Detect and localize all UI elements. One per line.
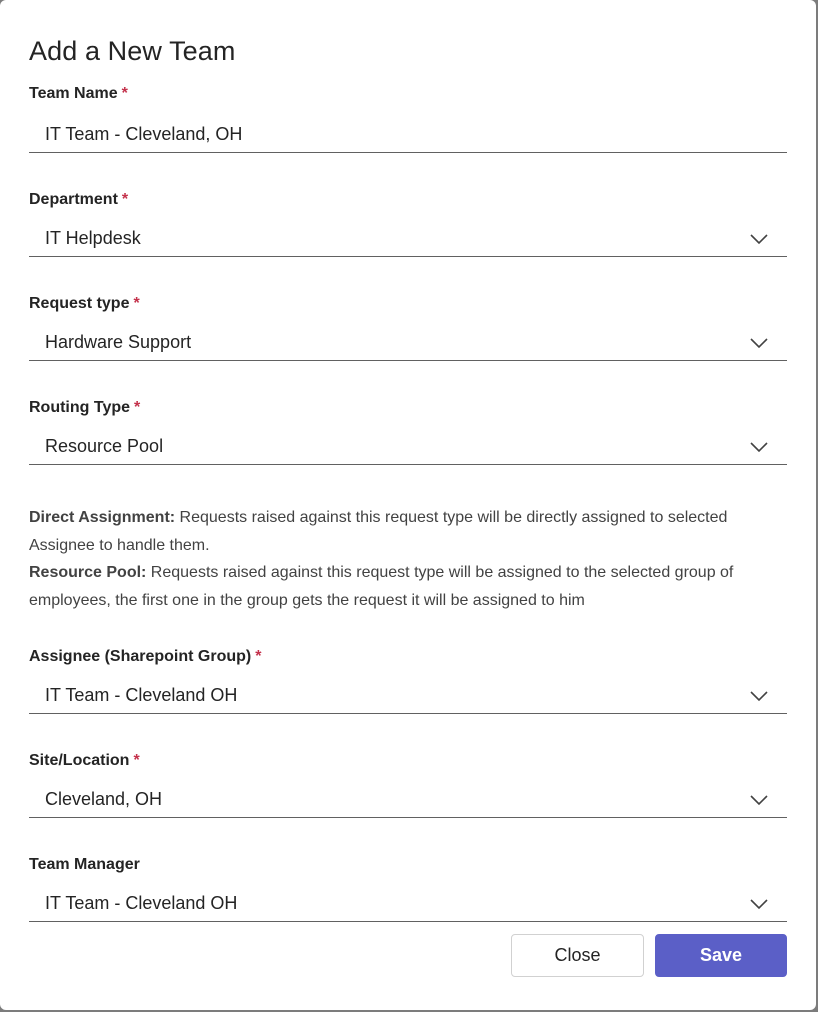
required-marker: *: [255, 648, 262, 665]
request-type-value: Hardware Support: [45, 332, 192, 352]
required-marker: *: [121, 191, 129, 208]
resource-pool-text: Requests raised against this request type will be assigned to the selected group of employees, the first one in the group gets the request it will be assigned to him: [29, 564, 734, 609]
team-manager-dropdown[interactable]: [29, 886, 787, 922]
assignee-label: Assignee (Sharepoint Group) *: [29, 648, 262, 665]
request-type-label: Request type *: [29, 295, 140, 312]
direct-assignment-text: Requests raised against this request type will be directly assigned to selected Assignee to handle them.: [29, 509, 728, 554]
site-location-dropdown[interactable]: [29, 782, 787, 818]
assignee-dropdown[interactable]: [29, 678, 787, 714]
close-button[interactable]: Close: [511, 934, 644, 977]
department-value: IT Helpdesk: [45, 228, 141, 248]
direct-assignment-title: Direct Assignment:: [29, 509, 176, 526]
site-location-label: Site/Location *: [29, 752, 140, 769]
required-marker: *: [133, 752, 140, 769]
team-manager-value: IT Team - Cleveland OH: [45, 893, 238, 913]
dialog-title: Add a New Team: [29, 36, 236, 66]
routing-type-label: Routing Type *: [29, 399, 141, 416]
routing-type-value: Resource Pool: [45, 436, 164, 456]
save-button[interactable]: Save: [655, 934, 787, 977]
chevron-down-icon[interactable]: [750, 441, 768, 453]
chevron-down-icon[interactable]: [750, 337, 768, 349]
resource-pool-title: Resource Pool:: [29, 564, 147, 581]
chevron-down-icon[interactable]: [750, 794, 768, 806]
required-marker: *: [133, 295, 140, 312]
resource-pool-info: [29, 559, 789, 614]
request-type-dropdown[interactable]: [29, 325, 787, 361]
routing-info: [29, 504, 789, 614]
required-marker: *: [134, 399, 141, 416]
department-label: Department *: [29, 191, 129, 208]
team-name-input[interactable]: [29, 117, 787, 153]
assignee-value: IT Team - Cleveland OH: [45, 685, 238, 705]
routing-type-dropdown[interactable]: [29, 429, 787, 465]
chevron-down-icon[interactable]: [750, 690, 768, 702]
team-manager-label: Team Manager: [29, 856, 140, 873]
chevron-down-icon[interactable]: [750, 233, 768, 245]
team-name-label: Team Name *: [29, 85, 128, 102]
direct-assignment-info: [29, 504, 789, 559]
department-dropdown[interactable]: [29, 221, 787, 257]
required-marker: *: [121, 85, 128, 102]
team-name-value: IT Team - Cleveland, OH: [45, 124, 243, 144]
chevron-down-icon[interactable]: [750, 898, 768, 910]
site-location-value: Cleveland, OH: [45, 789, 163, 809]
